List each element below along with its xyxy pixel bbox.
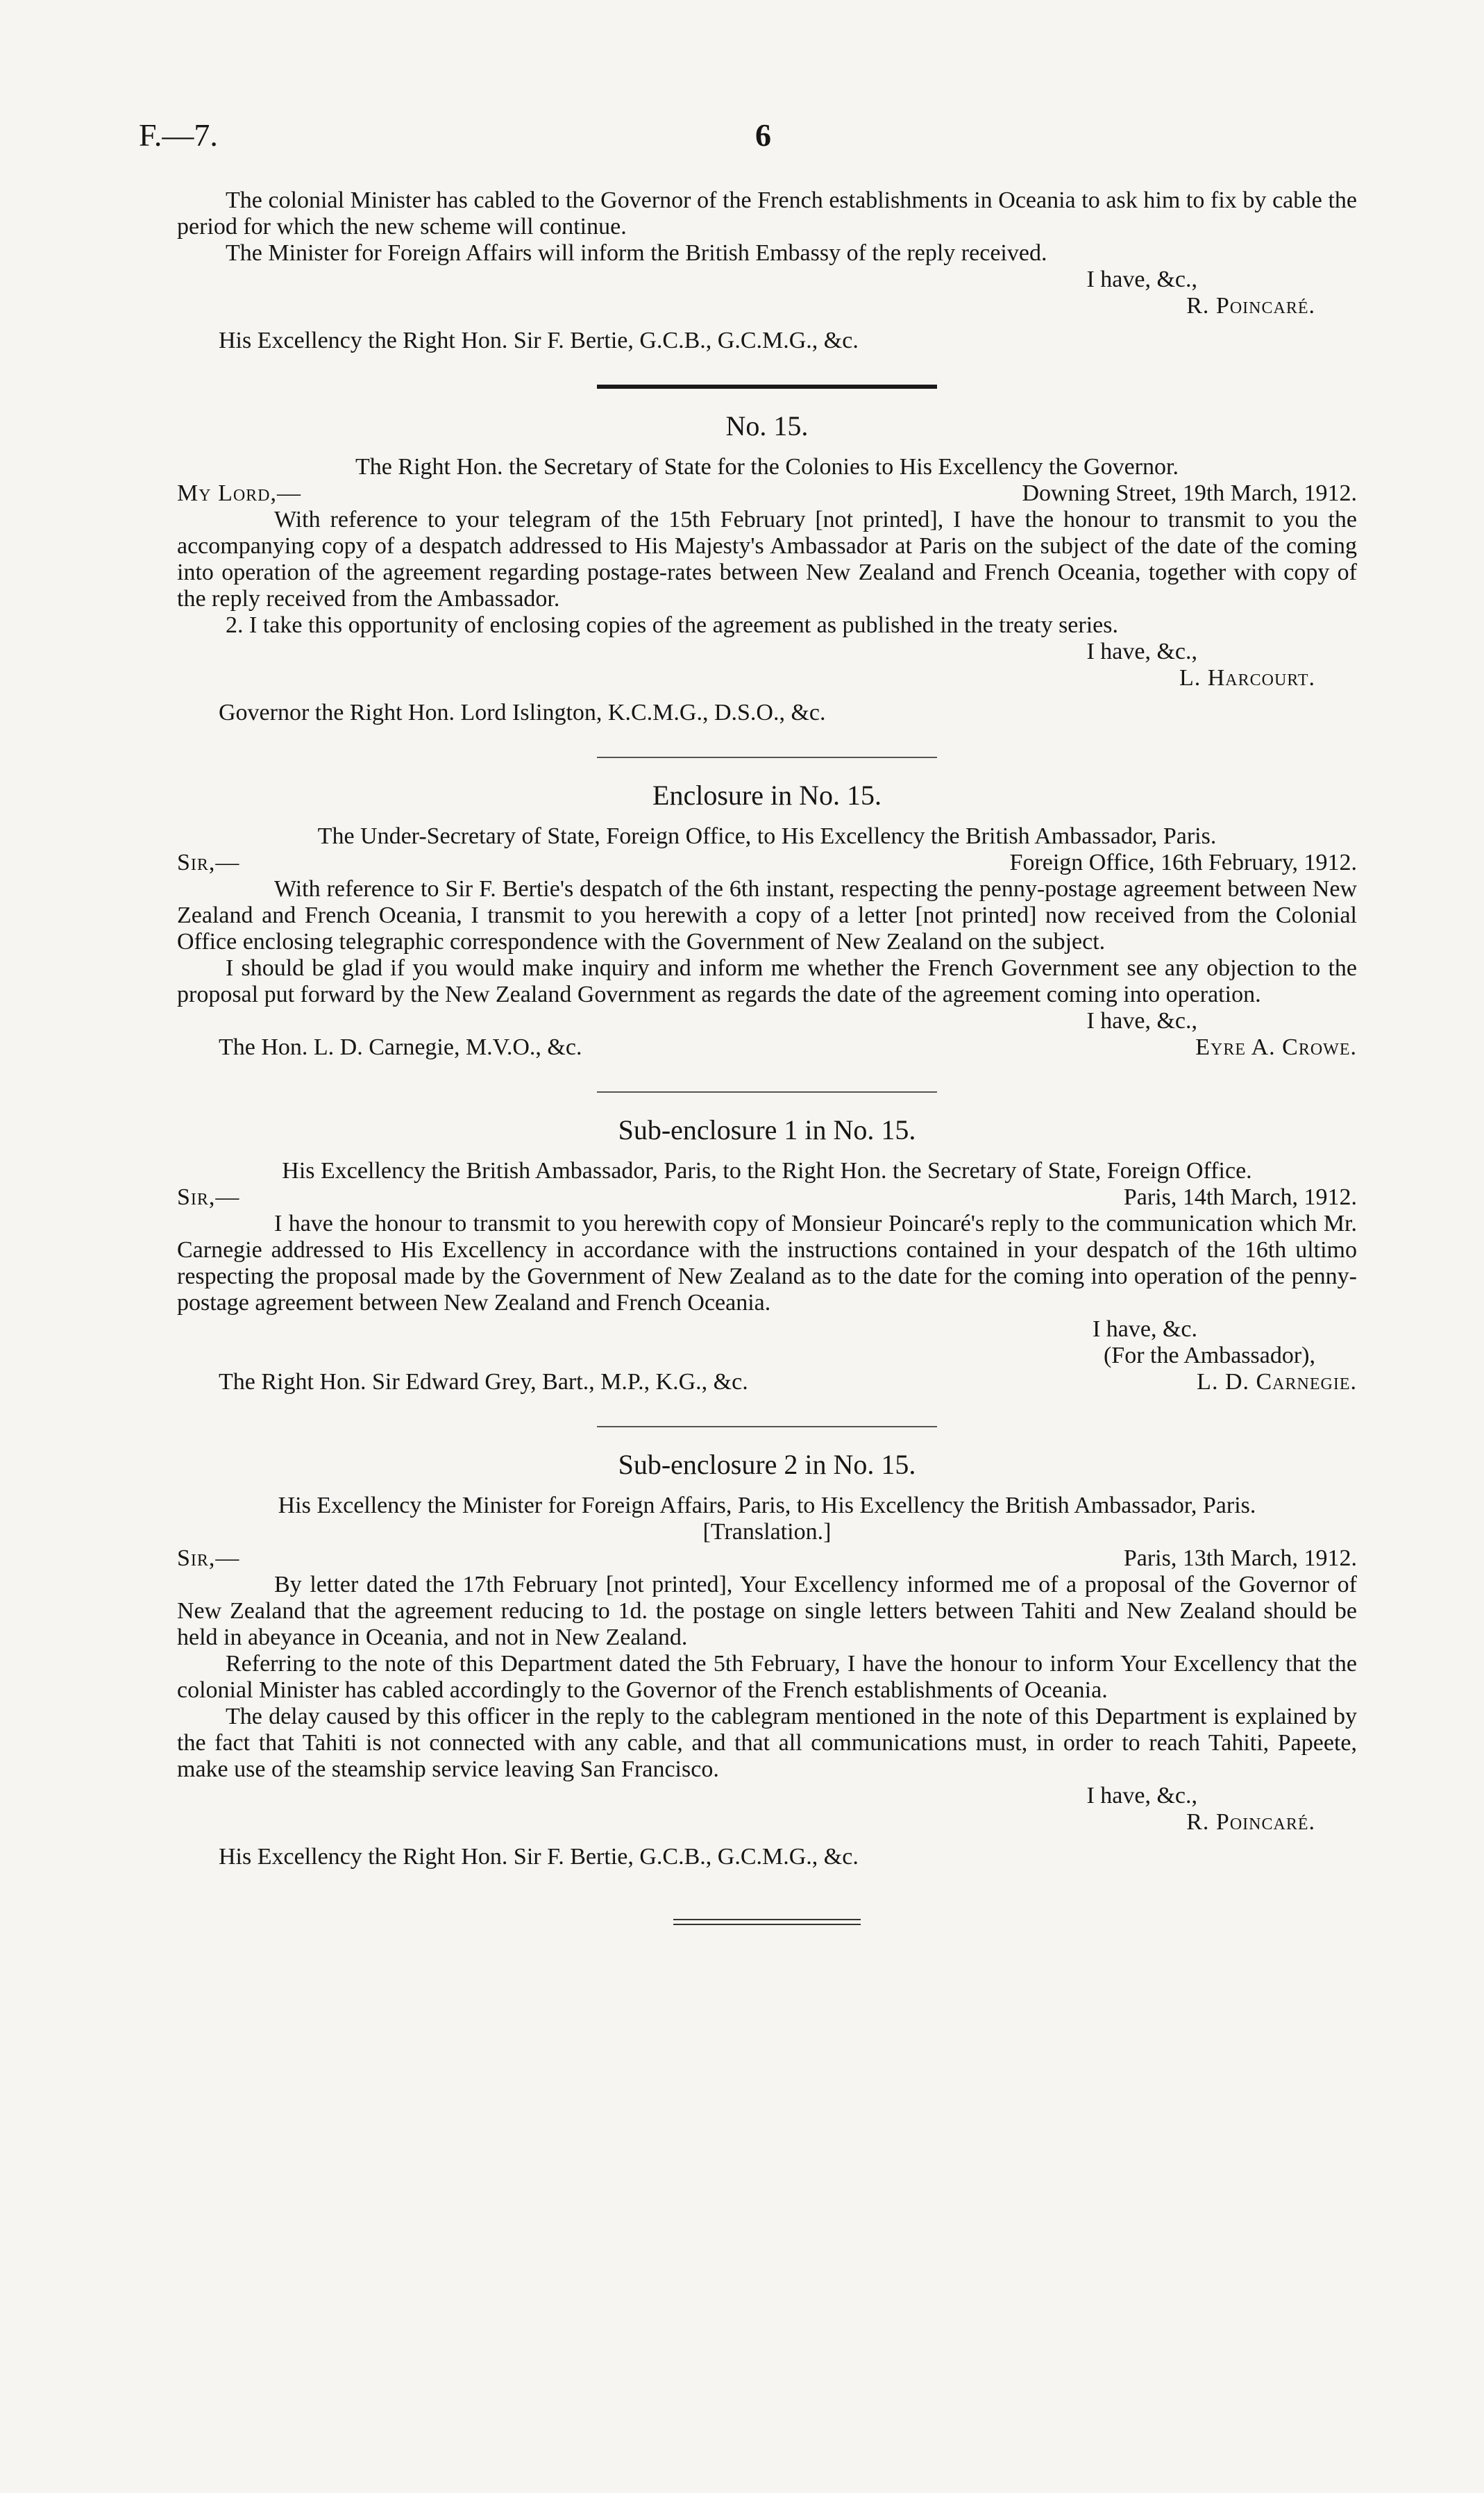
salutation: Sir,— (177, 850, 240, 875)
section-title: Sub-enclosure 2 in No. 15. (618, 1449, 916, 1480)
addressee: The Hon. L. D. Carnegie, M.V.O., &c. (219, 1034, 582, 1060)
enclosure-in-no-15 (177, 779, 1357, 1061)
paragraph: By letter dated the 17th February [not printed], Your Excellency informed me of a proposal of the Governor of New Zealand that the agreement reducing to 1d. the postage on single letters between Tahiti and New Zealand should be held in abeyance in Oceania, and not in New Zealand. (177, 1572, 1357, 1650)
signature: L. D. Carnegie. (1197, 1369, 1357, 1395)
section-divider (597, 1091, 937, 1093)
sub-enclosure-1 (177, 1114, 1357, 1395)
closing: I have, &c., (1086, 1008, 1197, 1034)
sub-enclosure-2 (177, 1448, 1357, 1870)
closing: I have, &c., (1086, 267, 1197, 292)
salutation-row (177, 1545, 1357, 1572)
document-body (177, 187, 1357, 1925)
salutation: Sir,— (177, 1184, 240, 1210)
closing: I have, &c., (1086, 1783, 1197, 1808)
signature: Eyre A. Crowe. (1195, 1034, 1357, 1060)
signature: R. Poincaré. (1186, 1809, 1315, 1835)
letter-no-15 (177, 410, 1357, 726)
paragraph: Referring to the note of this Department dated the 5th February, I have the honour to inform Your Excellency that the colonial Minister has cabled accordingly to the Governor of the French establishments of Oceania. (177, 1651, 1357, 1703)
section-divider (597, 385, 937, 389)
signature: R. Poincaré. (1186, 293, 1315, 319)
addressee: The Right Hon. Sir Edward Grey, Bart., M.P., K.G., &c. (219, 1369, 748, 1395)
addressee: Governor the Right Hon. Lord Islington, K.C.M.G., D.S.O., &c. (219, 700, 826, 725)
for-line: (For the Ambassador), (1103, 1343, 1315, 1368)
section-divider (597, 1426, 937, 1427)
salutation: My Lord,— (177, 480, 302, 506)
closing: I have, &c. (1092, 1316, 1197, 1342)
paragraph: With reference to Sir F. Bertie's despatch of the 6th instant, respecting the penny-postage agreement between New Zealand and French Oceania, I transmit to you herewith a copy of a letter [not printed] now received from the Colonial Office enclosing telegraphic correspondence with the Government of New Zealand on the subject. (177, 876, 1357, 955)
page-header (139, 117, 1354, 158)
addressee-row (177, 1034, 1357, 1061)
addressee: His Excellency the Right Hon. Sir F. Bertie, G.C.B., G.C.M.G., &c. (219, 328, 859, 353)
translation-note: [Translation.] (702, 1519, 832, 1545)
section-title: No. 15. (725, 410, 809, 442)
from-to-line: His Excellency the Minister for Foreign Affairs, Paris, to His Excellency the British Ambassador, Paris. (278, 1493, 1256, 1518)
section-title: Sub-enclosure 1 in No. 15. (618, 1114, 916, 1145)
paragraph: 2. I take this opportunity of enclosing copies of the agreement as published in the treaty series. (226, 612, 1118, 638)
paragraph: With reference to your telegram of the 15th February [not printed], I have the honour to transmit to you the accompanying copy of a despatch addressed to His Majesty's Ambassador at Paris on the subject of the date of the coming into operation of the agreement regarding postage-rates between New Zealand and French Oceania, together with copy of the reply received from the Ambassador. (177, 507, 1357, 612)
salutation: Sir,— (177, 1545, 240, 1571)
continued-letter (177, 187, 1357, 354)
addressee: His Excellency the Right Hon. Sir F. Bertie, G.C.B., G.C.M.G., &c. (219, 1844, 859, 1870)
place-date: Paris, 13th March, 1912. (1123, 1545, 1357, 1571)
paragraph: I should be glad if you would make inquiry and inform me whether the French Government see any objection to the proposal put forward by the New Zealand Government as regards the date of the agreement coming into operation. (177, 955, 1357, 1007)
section-title: Enclosure in No. 15. (652, 780, 882, 811)
place-date: Downing Street, 19th March, 1912. (1022, 480, 1357, 506)
closing: I have, &c., (1086, 639, 1197, 664)
from-to-line: The Right Hon. the Secretary of State for the Colonies to His Excellency the Governor. (355, 454, 1179, 480)
salutation-row (177, 850, 1357, 876)
end-divider (673, 1919, 861, 1925)
signature: L. Harcourt. (1179, 665, 1315, 691)
salutation-row (177, 1184, 1357, 1211)
page-number: 6 (755, 117, 771, 153)
paragraph: The Minister for Foreign Affairs will inform the British Embassy of the reply received. (226, 240, 1047, 266)
paragraph: I have the honour to transmit to you herewith copy of Monsieur Poincaré's reply to the communication which Mr. Carnegie addressed to His Excellency in accordance with the instructions contained in your despatch of the 16th ultimo respecting the proposal made by the Government of New Zealand as to the date for the coming into operation of the penny-postage agreement between New Zealand and French Oceania. (177, 1211, 1357, 1316)
section-divider (597, 757, 937, 758)
place-date: Foreign Office, 16th February, 1912. (1009, 850, 1357, 875)
paragraph: The delay caused by this officer in the reply to the cablegram mentioned in the note of this Department is explained by the fact that Tahiti is not connected with any cable, and that all communications must, in order to reach Tahiti, Papeete, make use of the steamship service leaving San Francisco. (177, 1704, 1357, 1782)
from-to-line: The Under-Secretary of State, Foreign Office, to His Excellency the British Ambassador, Paris. (317, 823, 1217, 849)
place-date: Paris, 14th March, 1912. (1123, 1184, 1357, 1210)
salutation-row (177, 480, 1357, 507)
addressee-row (177, 1369, 1357, 1395)
from-to-line: His Excellency the British Ambassador, Paris, to the Right Hon. the Secretary of State, Foreign Office. (282, 1158, 1252, 1184)
paragraph: The colonial Minister has cabled to the Governor of the French establishments in Oceania to ask him to fix by cable the period for which the new scheme will continue. (177, 187, 1357, 240)
document-reference: F.—7. (139, 117, 218, 153)
